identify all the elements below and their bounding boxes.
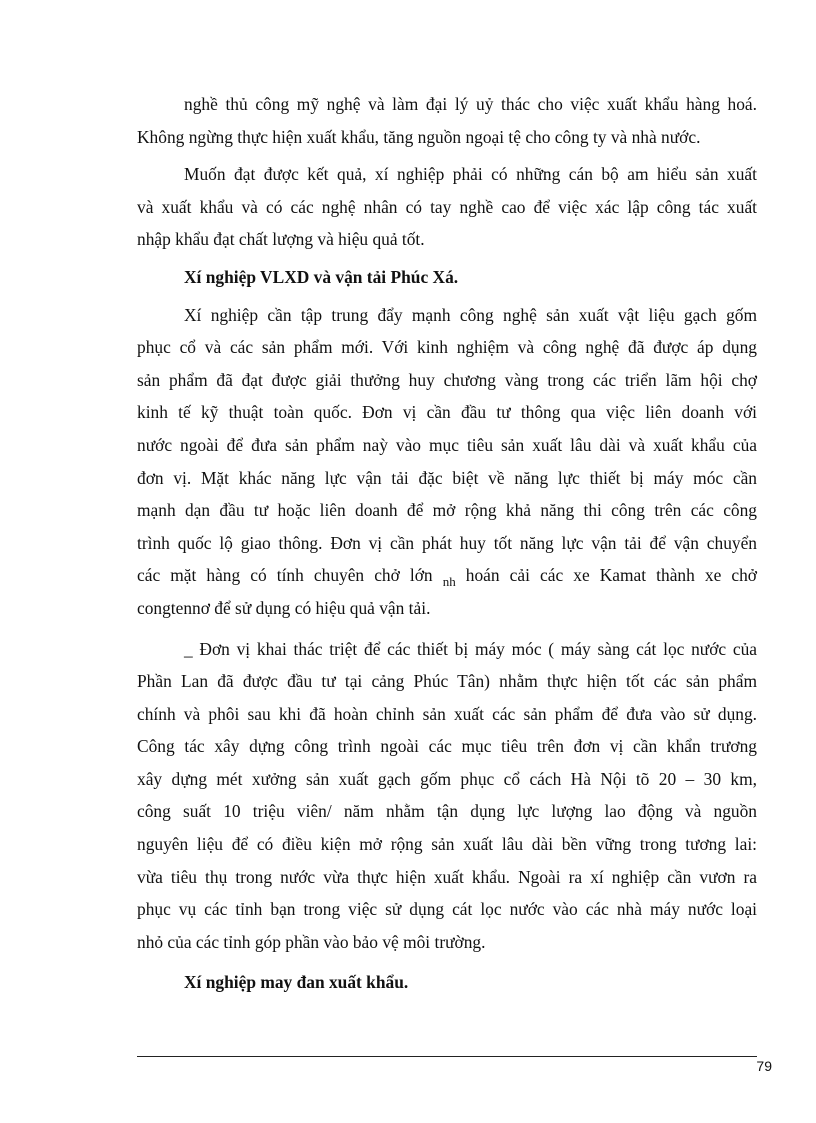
document-page [137, 88, 757, 999]
text-line: trình quốc lộ giao thông. Đơn vị cần phát huy tốt năng lực vận tải để vận chuyển [137, 532, 757, 553]
paragraph-1 [137, 88, 757, 153]
text-line: nước ngoài để đưa sản phẩm naỳ vào mục tiêu sản xuất lâu dài và xuất khẩu của [137, 434, 757, 455]
text-line: sản phẩm đã đạt được giải thưởng huy chương vàng trong các triển lãm hội chợ [137, 369, 757, 390]
section-heading-may-dan: Xí nghiệp may đan xuất khẩu. [184, 972, 409, 993]
text-segment: các mặt hàng có tính chuyên chở lớn [137, 565, 443, 586]
text-line: nghề thủ công mỹ nghệ và làm đại lý uỷ thác cho việc xuất khẩu hàng hoá. [184, 94, 757, 114]
text-line: nguyên liệu để có điều kiện mở rộng sản xuất lâu dài bền vững trong tương lai: [137, 834, 757, 855]
text-line: mạnh dạn đầu tư hoặc liên doanh để mở rộng khả năng thi công trên các công [137, 500, 757, 521]
text-line: và xuất khẩu và có các nghệ nhân có tay nghề cao để việc xác lập công tác xuất [137, 196, 757, 217]
text-line: congtennơ để sử dụng có hiệu quả vận tải. [137, 597, 431, 618]
text-line-with-subscript [137, 559, 757, 592]
page-number: 79 [756, 1058, 772, 1074]
paragraph-2 [137, 158, 757, 256]
text-line: vừa tiêu thụ trong nước vừa thực hiện xuất khẩu. Ngoài ra xí nghiệp cần vươn ra [137, 866, 757, 887]
footer-divider [137, 1056, 757, 1057]
text-line: kinh tế kỹ thuật toàn quốc. Đơn vị cần đầu tư thông qua việc liên doanh với [137, 402, 757, 423]
text-line: nhỏ của các tỉnh góp phần vào bảo vệ môi trường. [137, 931, 486, 952]
text-line: chính và phôi sau khi đã hoàn chỉnh sản xuất các sản phẩm để đưa vào sử dụng. [137, 703, 757, 724]
text-line: nhập khẩu đạt chất lượng và hiệu quả tốt. [137, 229, 425, 250]
text-line: Không ngừng thực hiện xuất khẩu, tăng nguồn ngoại tệ cho công ty và nhà nước. [137, 126, 701, 147]
paragraph-3 [137, 299, 757, 625]
text-line: phục vụ các tỉnh bạn trong việc sử dụng cát lọc nước vào các nhà máy nước loại [137, 899, 757, 920]
section-heading-phuc-xa: Xí nghiệp VLXD và vận tải Phúc Xá. [184, 266, 459, 287]
paragraph-4 [137, 633, 757, 959]
paragraph-gap [137, 625, 757, 633]
text-line: công suất 10 triệu viên/ năm nhằm tận dụng lực lượng lao động và nguồn [137, 801, 757, 822]
text-line: Muốn đạt được kết quả, xí nghiệp phải có những cán bộ am hiểu sản xuất [184, 164, 757, 185]
text-line: xây dựng mét xưởng sản xuất gạch gốm phục cổ cách Hà Nội tõ 20 – 30 km, [137, 768, 757, 789]
text-segment: hoán cải các xe Kamat thành xe chở [455, 565, 757, 586]
text-line: Phần Lan đã được đầu tư tại cảng Phúc Tân) nhằm thực hiện tốt các sản phẩm [137, 671, 757, 692]
text-line: Công tác xây dựng công trình ngoài các mục tiêu trên đơn vị cần khẩn trương [137, 736, 757, 757]
text-line: phục cổ và các sản phẩm mới. Với kinh nghiệm và công nghệ đã được áp dụng [137, 337, 757, 358]
text-line: đơn vị. Mặt khác năng lực vận tải đặc biệt về năng lực thiết bị máy móc cần [137, 467, 757, 488]
text-line: Xí nghiệp cần tập trung đẩy mạnh công nghệ sản xuất vật liệu gạch gốm [184, 304, 757, 325]
subscript-text: nh [442, 574, 456, 590]
paragraph-gap [137, 958, 757, 966]
text-line: _ Đơn vị khai thác triệt để các thiết bị máy móc ( máy sàng cát lọc nước của [184, 638, 757, 659]
